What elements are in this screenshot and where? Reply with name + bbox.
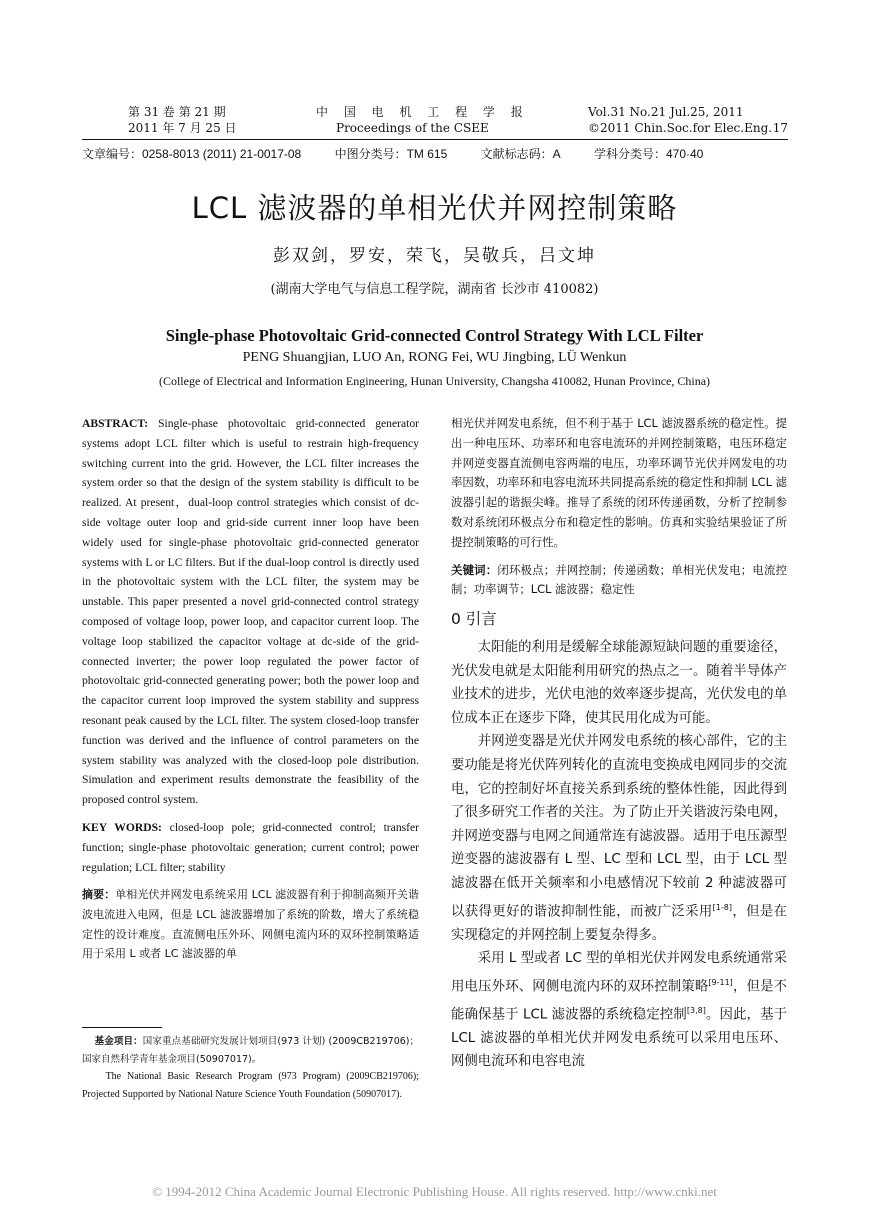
- abstract-cn-text-left: 单相光伏并网发电系统采用 LCL 滤波器有利于抑制高频开关谐波电流进入电网，但是 LCL 滤波器增加了系统的阶数，增大了系统稳定性的设计难度。直流侧电压外环、网侧电流内环的双环控制策略适用于采用 L 或者 LC 滤波器的单: [82, 888, 419, 961]
- abstract-cn: [82, 885, 419, 963]
- intro-paragraph-2: [451, 730, 787, 947]
- document-code: 文献标志码：A: [480, 147, 561, 161]
- abstract-label: ABSTRACT:: [82, 417, 149, 430]
- intro-paragraph-3: [451, 947, 787, 1074]
- keywords-cn-label: 关键词：: [451, 562, 498, 577]
- volume-issue-en: Vol.31 No.21 Jul.25, 2011: [588, 105, 744, 119]
- abstract-cn-label: 摘要：: [82, 888, 116, 902]
- footnote: [82, 1033, 419, 1103]
- abstract-en: [82, 414, 419, 810]
- p3-text-b: ，但是不能确保基于 LCL 滤波器的系统稳定控制: [451, 979, 788, 1023]
- keywords-cn: [451, 561, 787, 601]
- header-rule: [82, 139, 788, 140]
- fund-label: 基金项目：: [94, 1036, 143, 1047]
- abstract-cn-text-right: 相光伏并网发电系统，但不利于基于 LCL 滤波器系统的稳定性。提出一种电压环、功率环和电容电流环的并网控制策略，电压环稳定并网逆变器直流侧电容两端的电压，功率环调节光伏并网发电的功率因数，功率环和电容电流环共同提高系统的稳定性和抑制 LCL 滤波器引起的谐振尖峰。推导了系统的闭环传递函数，分析了控制参数对系统闭环极点分布和稳定性的影响。仿真和实验结果验证了所提控制策略的可行性。: [451, 416, 787, 549]
- journal-copyright: ©2011 Chin.Soc.for Elec.Eng.: [588, 121, 773, 135]
- footnote-en: [82, 1068, 419, 1103]
- keywords-cn-text: 闭环极点；并网控制；传递函数；单相光伏发电；电流控制；功率调节；LCL 滤波器；稳定性: [451, 562, 787, 597]
- journal-name-en: Proceedings of the CSEE: [336, 121, 489, 135]
- volume-issue-cn: 第 31 卷 第 21 期: [128, 105, 226, 119]
- footnote-rule: [82, 1027, 162, 1028]
- keywords-label: KEY WORDS:: [82, 820, 162, 834]
- running-header: [128, 104, 788, 138]
- p3-text-a: 采用 L 型或者 LC 型的单相光伏并网发电系统通常采用电压外环、网侧电流内环的双环控制策略: [451, 951, 787, 995]
- keywords-en: [82, 818, 419, 877]
- affiliation-cn: (湖南大学电气与信息工程学院，湖南省 长沙市 410082): [270, 282, 599, 297]
- header-journal: [316, 104, 556, 136]
- cnki-copyright: © 1994-2012 China Academic Journal Electronic Publishing House. All rights reserved. http://www.cnki.net: [152, 1184, 717, 1199]
- citation-ref: [9-11]: [708, 977, 733, 987]
- fund-text-en: The National Basic Research Program (973 Program) (2009CB219706); Projected Supported by National Nature Science Youth Foundation (50907017).: [82, 1071, 419, 1100]
- right-column: [451, 414, 787, 1074]
- header-volume-cn: [128, 104, 237, 136]
- citation-ref: [1-8]: [712, 902, 732, 912]
- p3-text-c: 。因此，基于 LCL 滤波器的单相光伏并网发电系统可以采用电压环、网侧电流环和电容电流: [451, 1007, 787, 1070]
- p2-text-b: ，但是在实现稳定的并网控制上要复杂得多。: [451, 903, 788, 943]
- page-number: 17: [772, 121, 788, 135]
- authors-cn: 彭双剑，罗安，荣飞，吴敬兵，吕文坤: [273, 246, 596, 266]
- article-number: 文章编号：0258-8013 (2011) 21-0017-08: [82, 147, 302, 161]
- date-cn: 2011 年 7 月 25 日: [128, 121, 237, 135]
- p2-text-a: 并网逆变器是光伏并网发电系统的核心部件，它的主要功能是将光伏阵列转化的直流电变换成电网同步的交流电，它的控制好坏直接关系到系统的整体性能，因此得到了很多研究工作者的关注。为了防止开关谐波污染电网，并网逆变器与电网之间通常连有滤波器。适用于电压源型逆变器的滤波器有 L 型、LC 型和 LCL 型，由于 LCL 型滤波器在低开关频率和小电感情况下较前 2 种滤波器可以获得更好的谐波抑制性能，而被广泛采用: [451, 734, 787, 919]
- authors-en: PENG Shuangjian, LUO An, RONG Fei, WU Jingbing, LÜ Wenkun: [242, 350, 627, 365]
- abstract-en-text: Single-phase photovoltaic grid-connected generator systems adopt LCL filter which is useful to restrain high-frequency switching current into the grid. However, the LCL filter increases the system order so that the design of the system stability is difficult to be realized. At present，dual-loop control strategies which consist of dc-side voltage outer loop and grid-side current inner loop have been widely used for single-phase photovoltaic grid-connected generator systems with L or LC filters. But if the dual-loop control is directly used in the photovoltaic system with the LCL filter, the system may be unstable. This paper presented a novel grid-connected control strategy composed of voltage loop, power loop, and capacitor current loop. The voltage loop stabilized the capacitor voltage at dc-side of the grid-connected inverter; the power loop regulated the power factor of photovoltaic grid-connected generating power; both the power loop and the capacitor current loop improved the system stability and suppress resonant peak caused by the LCL filter. The system closed-loop transfer function was derived and the influence of control parameters on the system stability was analyzed with the closed-loop pole distribution. Simulation and experiment results demonstrate the feasibility of the proposed control system.: [82, 417, 419, 807]
- journal-name-cn: 中 国 电 机 工 程 学 报: [316, 105, 529, 119]
- citation-ref: [3,8]: [686, 1005, 706, 1015]
- keywords-en-text: closed-loop pole; grid-connected control; transfer function; single-phase photovoltaic generation; current control; power regulation; LCL filter; stability: [82, 820, 419, 874]
- affiliation-en: (College of Electrical and Information Engineering, Hunan University, Changsha 410082, Hunan Province, China): [158, 374, 711, 388]
- section-heading-introduction: 0 引言: [451, 610, 497, 629]
- intro-paragraph-1: 太阳能的利用是缓解全球能源短缺问题的重要途径，光伏发电就是太阳能利用研究的热点之一。随着半导体产业技术的进步，光伏电池的效率逐步提高，光伏发电的单位成本正在逐步下降，使其民用化成为可能。: [451, 639, 787, 726]
- left-column: [82, 414, 419, 972]
- article-meta: [82, 145, 733, 162]
- footnote-cn: [82, 1033, 419, 1068]
- header-volume-en: [588, 104, 772, 136]
- subject-code: 学科分类号：470·40: [593, 147, 704, 161]
- paper-title-en: Single-phase Photovoltaic Grid-connected Control Strategy With LCL Filter: [165, 326, 704, 345]
- clc-number: 中图分类号：TM 615: [334, 147, 448, 161]
- paper-title-cn: LCL 滤波器的单相光伏并网控制策略: [191, 191, 678, 225]
- fund-text-cn: 国家重点基础研究发展计划项目(973 计划) (2009CB219706)；国家自然科学青年基金项目(50907017)。: [82, 1036, 419, 1065]
